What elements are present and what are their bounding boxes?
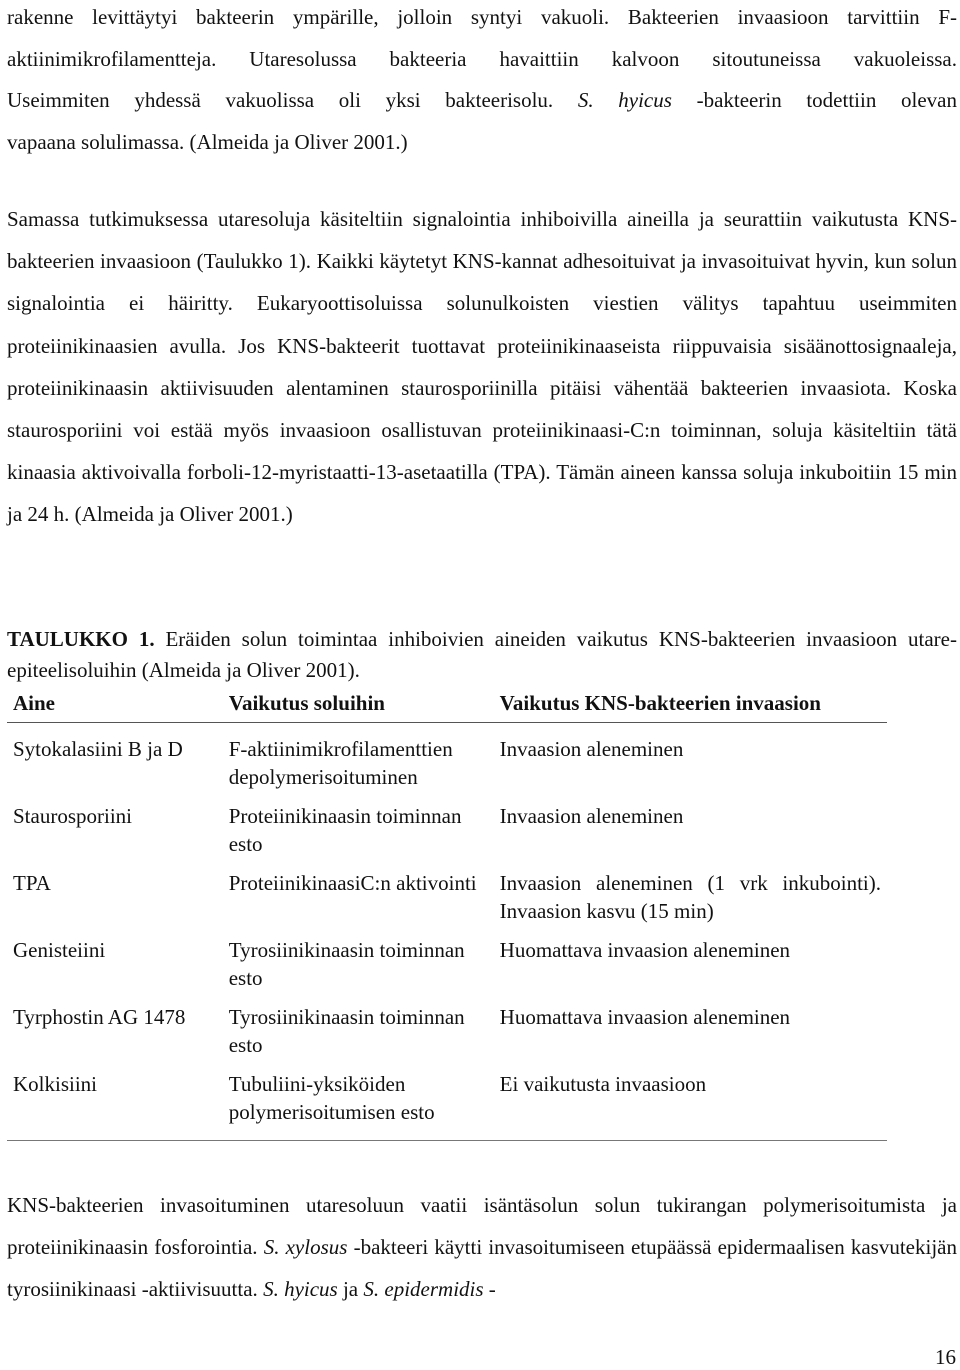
table-cell: Tyrosiinikinaasin toiminnan esto [228, 1005, 465, 1057]
caption-text: Eräiden solun toimintaa inhiboivien aineiden vaikutus KNS-bakteerien invaasioon utare-epiteelisoluihin (Almeida ja Oliver 2001). [7, 627, 957, 682]
paragraph-1-line-2: aktiinimikrofilamentteja. Utaresolussa bakteeria havaittiin kalvoon sitoutuneissa vakuoleissa. [7, 46, 957, 71]
table-label: TAULUKKO 1. [7, 627, 155, 651]
paragraph-3 [7, 1184, 957, 1310]
table-cell: Staurosporiini [13, 804, 132, 828]
text-run: ja [337, 1277, 364, 1301]
text-run: -bakteerin todettiin olevan [671, 88, 957, 112]
species-name: S. epidermidis [363, 1277, 484, 1301]
page-number: 16 [935, 1345, 956, 1369]
table-cell: Sytokalasiini B ja D [13, 737, 183, 761]
table-cell: Invaasion aleneminen [499, 737, 684, 761]
species-name: S. hyicus [263, 1277, 338, 1301]
table-row [7, 936, 887, 1003]
paragraph-1-line-3 [7, 80, 957, 122]
table-cell: Huomattava invaasion aleneminen [499, 1005, 791, 1029]
table-row [7, 723, 887, 803]
table-cell: Ei vaikutusta invaasioon [494, 1070, 887, 1141]
table-cell: Proteiinikinaasin toiminnan esto [228, 804, 462, 856]
table-cell: TPA [13, 871, 51, 895]
text-run: KNS-bakteerien invasoituminen utaresoluun vaatii isäntäsolun solun tukirangan polymerisoitumista ja proteiinikinaasin fosforointia. [7, 1193, 957, 1259]
table-cell: Invaasion aleneminen (1 vrk inkubointi). Invaasion kasvu (15 min) [499, 871, 881, 923]
paragraph-1 [7, 0, 957, 163]
species-name: S. xylosus [263, 1235, 348, 1259]
paragraph-1-line-4: vapaana solulimassa. (Almeida ja Oliver 2001.) [7, 129, 408, 154]
table-cell: F-aktiinimikrofilamenttien depolymerisoituminen [228, 737, 453, 789]
species-name: S. hyicus [577, 88, 672, 112]
data-table [7, 686, 887, 1141]
paragraph-1-line-1: rakenne levittäytyi bakteerin ympärille, jolloin syntyi vakuoli. Bakteerien invaasioon tarvittiin F- [7, 5, 957, 29]
table-row [7, 869, 887, 936]
text-run: -bakteeri käytti invasoitumiseen etupäässä epidermaalisen kasvutekijän tyrosiinikinaasi -aktiivisuutta. [7, 1235, 957, 1301]
text-run: Useimmiten yhdessä vakuolissa oli yksi bakteerisolu. [7, 88, 578, 112]
table-header-row [7, 686, 887, 723]
table-row [7, 1003, 887, 1070]
text-run: - [483, 1277, 496, 1301]
table-cell: Genisteiini [13, 938, 106, 962]
column-header: Vaikutus KNS-bakteerien invaasion [494, 686, 887, 723]
table-cell: Kolkisiini [7, 1070, 223, 1141]
table-cell: Tyrosiinikinaasin toiminnan esto [228, 938, 465, 990]
table-cell: Tubuliini-yksiköiden polymerisoitumisen esto [223, 1070, 494, 1141]
table-cell: Invaasion aleneminen [499, 804, 684, 828]
paragraph-2: Samassa tutkimuksessa utaresoluja käsiteltiin signalointia inhiboivilla aineilla ja seurattiin vaikutusta KNS-bakteerien invaasioon (Taulukko 1). Kaikki käytetyt KNS-kannat adhesoituivat ja invasoituivat hyvin, kun solun signalointia ei häiritty. Eukaryoottisoluissa solunulkoisten viestien välitys tapahtuu useimmiten proteiinikinaasien avulla. Jos KNS-bakteerit tuottavat proteiinikinaaseista riippuvaisia sisäänottosignaaleja, proteiinikinaasin aktiivisuuden alentaminen staurosporiinilla pitäisi vähentää bakteerien invaasiota. Koska staurosporiini voi estää myös invaasioon osallistuvan proteiinikinaasi-C:n toiminnan, soluja käsiteltiin tätä kinaasia aktivoivalla forboli-12-myristaatti-13-asetaatilla (TPA). Tämän aineen kanssa soluja inkuboitiin 15 min ja 24 h. (Almeida ja Oliver 2001.) [7, 207, 957, 527]
column-header: Aine [7, 686, 223, 723]
table-cell: ProteiinikinaasiC:n aktivointi [228, 871, 477, 895]
table-caption [7, 624, 957, 686]
table-cell: Tyrphostin AG 1478 [13, 1005, 186, 1029]
table-row [7, 802, 887, 869]
table-cell: Huomattava invaasion aleneminen [499, 938, 791, 962]
column-header: Vaikutus soluihin [223, 686, 494, 723]
table-row [7, 1070, 887, 1141]
